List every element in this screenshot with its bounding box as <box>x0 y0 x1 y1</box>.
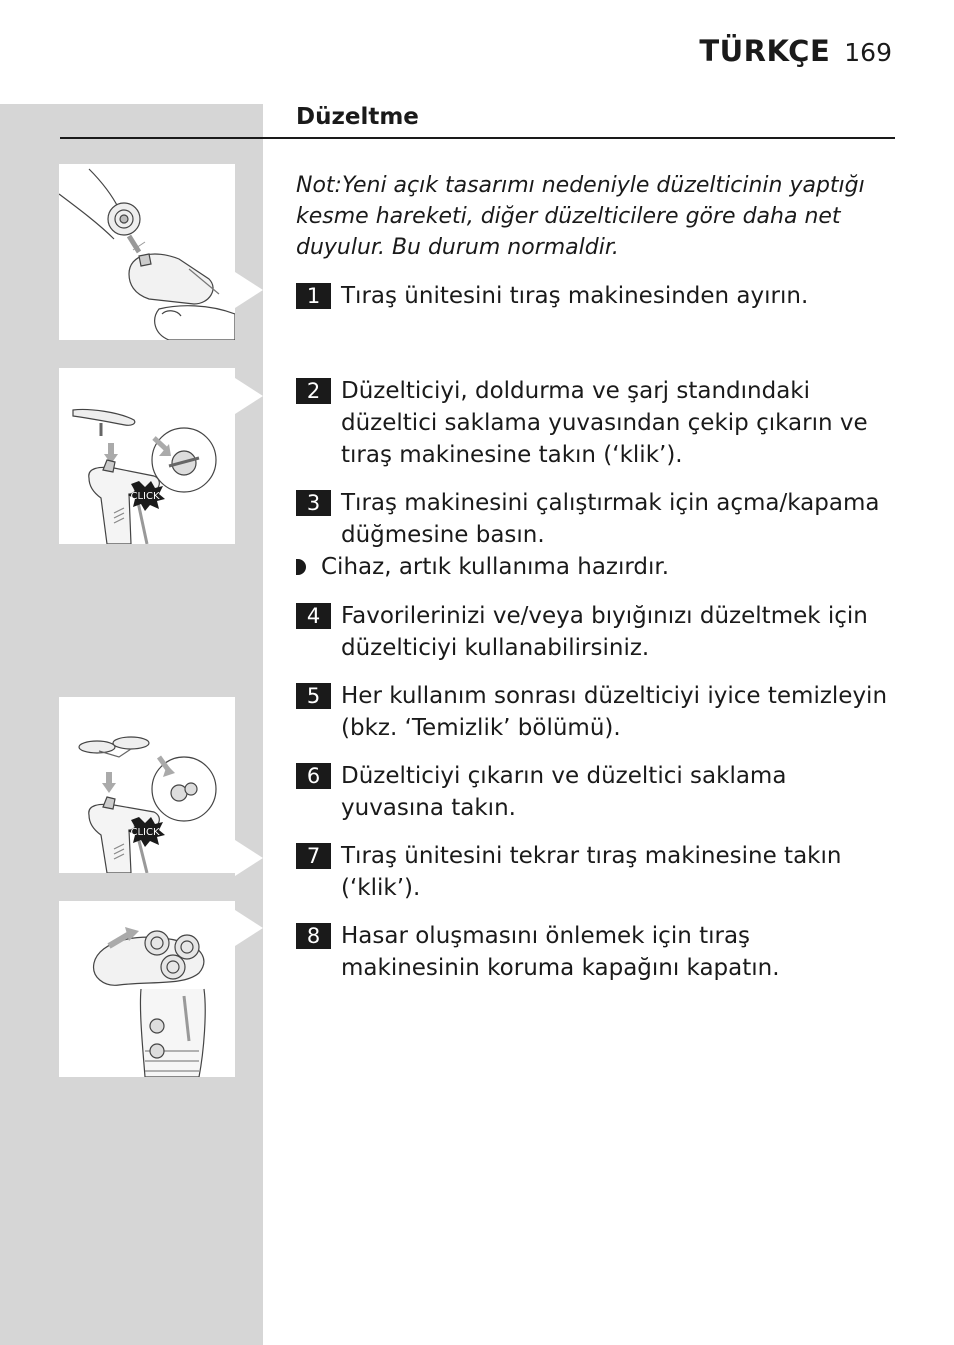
illustration-remove-shaving-unit <box>59 164 235 340</box>
step-7 <box>296 840 896 904</box>
step-text: Tıraş ünitesini tıraş makinesinden ayırın. <box>341 283 809 309</box>
step-number: 1 <box>296 283 331 309</box>
step-8 <box>296 920 896 984</box>
step-text: Favorilerinizi ve/veya bıyığınızı düzeltmek için düzelticiyi kullanabilirsiniz. <box>341 603 868 661</box>
step-5 <box>296 680 896 744</box>
step-text: Hasar oluşmasını önlemek için tıraş makinesinin koruma kapağını kapatın. <box>341 923 780 981</box>
section-title: Düzeltme <box>296 104 419 130</box>
step-number: 4 <box>296 603 331 629</box>
step-6 <box>296 760 896 824</box>
step-4 <box>296 600 896 664</box>
language-label: TÜRKÇE <box>699 34 831 68</box>
step-number: 6 <box>296 763 331 789</box>
step-number: 2 <box>296 378 331 404</box>
step-text: Her kullanım sonrası düzelticiyi iyice temizleyin (bkz. ‘Temizlik’ bölümü). <box>341 683 888 741</box>
click-label: CLICK <box>130 491 160 502</box>
result-bullet <box>296 551 896 583</box>
illustration-reattach-shaving-unit <box>59 901 235 1077</box>
step-text: Düzelticiyi, doldurma ve şarj standındaki düzeltici saklama yuvasından çekip çıkarın ve tıraş makinesine takın (‘klik’). <box>341 378 868 468</box>
pointer-3 <box>235 840 263 876</box>
pointer-4 <box>235 910 263 946</box>
step-number: 3 <box>296 490 331 516</box>
step-number: 5 <box>296 683 331 709</box>
step-text: Tıraş makinesini çalıştırmak için açma/kapama düğmesine basın. <box>341 490 880 548</box>
result-text: Cihaz, artık kullanıma hazırdır. <box>321 554 670 580</box>
illustration-attach-trimmer <box>59 368 235 544</box>
pointer-1 <box>235 272 263 308</box>
section-divider <box>60 137 895 139</box>
step-number: 7 <box>296 843 331 869</box>
note-text: Not:Yeni açık tasarımı nedeniyle düzelticinin yaptığı kesme hareketi, diğer düzelticilere göre daha net duyulur. Bu durum normaldir. <box>296 173 865 260</box>
step-number: 8 <box>296 923 331 949</box>
page-header <box>699 34 892 68</box>
click-label: CLICK <box>130 827 160 838</box>
illustration-remove-trimmer <box>59 697 235 873</box>
step-text: Düzelticiyi çıkarın ve düzeltici saklama yuvasına takın. <box>341 763 787 821</box>
step-2 <box>296 375 896 471</box>
step-3 <box>296 487 896 551</box>
pointer-2 <box>235 378 263 414</box>
step-text: Tıraş ünitesini tekrar tıraş makinesine takın (‘klik’). <box>341 843 842 901</box>
bullet-icon <box>296 559 306 575</box>
page-number: 169 <box>844 38 892 67</box>
step-1 <box>296 280 896 312</box>
